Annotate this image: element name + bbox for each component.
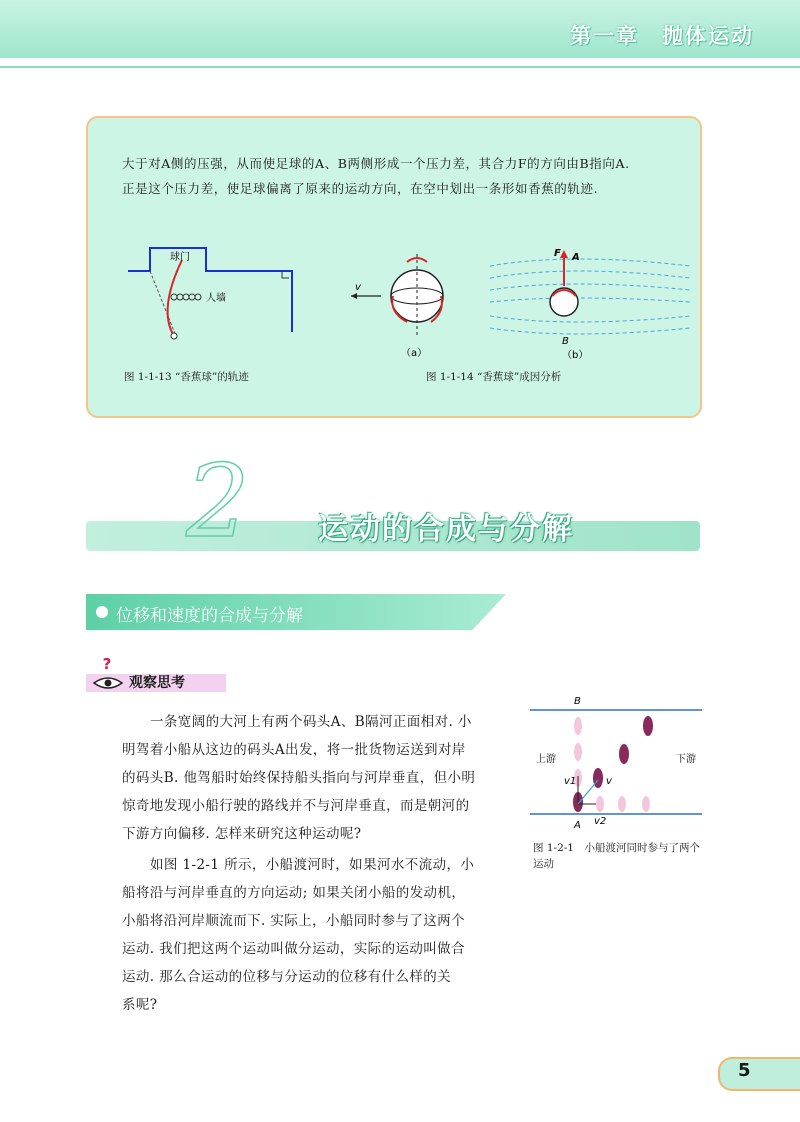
paragraph-1-line-3: 的码头B. 他驾船时始终保持船头指向与河岸垂直，但小明 — [122, 770, 476, 786]
paragraph-2-line-2: 船将沿与河岸垂直的方向运动; 如果关闭小船的发动机， — [122, 885, 466, 901]
airflow-lines — [490, 259, 690, 334]
header-rule — [0, 66, 800, 68]
velocity-arrow-head — [351, 293, 357, 299]
question-icon: ? — [102, 655, 112, 673]
curve-trajectory — [168, 260, 182, 336]
ball-icon — [171, 333, 177, 339]
subsection-title: 位移和速度的合成与分解 — [116, 606, 303, 626]
eye-icon — [92, 676, 124, 690]
upstream-label: 上游 — [536, 754, 556, 765]
wall-label: 人墙 — [206, 293, 226, 304]
goal-outline — [128, 248, 292, 332]
paragraph-1-line-4: 惊奇地发现小船行驶的路线并不与河岸垂直，而是朝河的 — [122, 798, 470, 814]
point-b-label: B — [562, 336, 569, 347]
velocity-label: v — [355, 282, 361, 293]
wall-players-icon — [171, 294, 201, 300]
paragraph-2-line-6: 系呢? — [122, 997, 158, 1013]
bullet-icon — [96, 606, 108, 618]
box-text-line-1: 大于对A侧的压强，从而使足球的A、B两侧形成一个压力差，其合力F的方向由B指向A. — [122, 156, 630, 171]
observe-label: 观察思考 — [129, 675, 185, 691]
boat-icons — [573, 716, 653, 812]
force-label: F — [554, 248, 561, 259]
box-text-line-2: 正是这个压力差，使足球偏离了原来的运动方向，在空中划出一条形如香蕉的轨迹. — [122, 181, 599, 196]
v-label: v — [606, 776, 612, 787]
section-number: 2 — [186, 443, 250, 560]
paragraph-1-line-2: 明驾着小船从这边的码头A出发，将一批货物运送到对岸 — [122, 742, 466, 758]
dock-b-label: B — [574, 696, 581, 707]
figure-caption-1-1-14: 图 1-1-14 “香蕉球”成因分析 — [426, 371, 562, 383]
section-title: 运动的合成与分解 — [318, 512, 574, 547]
straight-path-line — [150, 271, 176, 336]
dock-a-label: A — [574, 820, 581, 831]
paragraph-2-line-3: 小船将沿河岸顺流而下. 实际上，小船同时参与了这两个 — [122, 913, 465, 929]
paragraph-1-line-1: 一条宽阔的大河上有两个码头A、B隔河正面相对. 小 — [150, 714, 472, 730]
force-arrow-head — [560, 250, 568, 258]
figure-ball-rotation-a — [345, 250, 475, 360]
paragraph-1-line-5: 下游方向偏移. 怎样来研究这种运动呢? — [122, 826, 362, 842]
figure-boat-crossing — [530, 692, 705, 832]
v1-label: v1 — [564, 776, 577, 787]
page-number-tab — [718, 1057, 800, 1091]
paragraph-2-line-4: 运动. 我们把这两个运动叫做分运动，实际的运动叫做合 — [122, 941, 465, 957]
paragraph-2-line-5: 运动. 那么合运动的位移与分运动的位移有什么样的关 — [122, 969, 452, 985]
subfigure-label-a: （a） — [401, 348, 428, 359]
v2-label: v2 — [594, 816, 607, 827]
downstream-label: 下游 — [676, 754, 696, 765]
figure-banana-ball-trajectory — [122, 240, 302, 350]
figure-caption-1-1-13: 图 1-1-13 “香蕉球”的轨迹 — [124, 371, 249, 383]
page-number: 5 — [738, 1060, 751, 1081]
corner-mark — [282, 271, 289, 278]
ball-circle — [550, 288, 578, 316]
point-a-label: A — [572, 252, 580, 263]
subfigure-label-b: （b） — [562, 350, 589, 360]
figure-airflow-b — [490, 238, 690, 360]
paragraph-2-line-1: 如图 1-2-1 所示，小船渡河时，如果河水不流动，小 — [150, 857, 475, 873]
goal-label: 球门 — [170, 252, 190, 263]
chapter-title: 第一章 抛体运动 — [570, 24, 754, 48]
figure-caption-1-2-1: 图 1-2-1 小船渡河同时参与了两个运动 — [533, 842, 700, 870]
